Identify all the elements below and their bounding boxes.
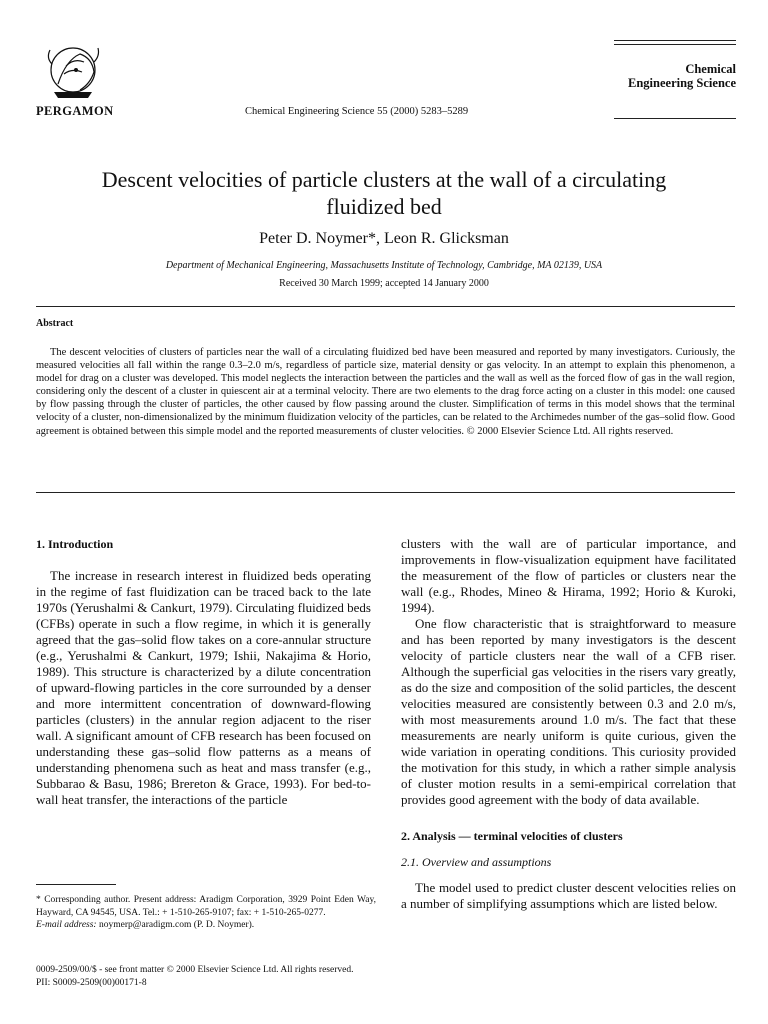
left-column bbox=[36, 536, 371, 808]
article-title bbox=[40, 166, 728, 220]
body-paragraph: One flow characteristic that is straightforward to measure and has been reported by many investigators is the descent velocity of particle clusters near the wall of a CFB riser. Although the superficial gas velocities in the risers vary greatly, as do the size and composition of the solid particles, the descent velocities measured are consistently between 0.3 and 2.0 m/s, with most measurements around 1.0 m/s. The fact that these measurements are nearly uniform is quite curious, given the wide variation in operating conditions. This curiosity provided the motivation for this study, in which a rather simple analysis of cluster motion results in a semi-empirical correlation that provides good agreement with the body of data available. bbox=[401, 616, 736, 807]
received-date: Received 30 March 1999; accepted 14 January 2000 bbox=[279, 278, 489, 289]
divider bbox=[36, 492, 735, 493]
publisher-name: PERGAMON bbox=[36, 104, 114, 118]
article-title-line1: Descent velocities of particle clusters at the wall of a circulating bbox=[101, 167, 667, 192]
header-rule bbox=[614, 40, 736, 41]
header-rule bbox=[614, 118, 736, 119]
footnote bbox=[36, 894, 376, 932]
journal-name-line1: Chemical bbox=[685, 62, 736, 76]
affiliation: Department of Mechanical Engineering, Massachusetts Institute of Technology, Cambridge, MA 02139, USA bbox=[165, 260, 603, 271]
abstract-text: The descent velocities of clusters of particles near the wall of a circulating fluidized bed have been measured and reported by many investigators. Curiously, the measured velocities all fall within the range 0.3–2.0 m/s, regardless of particle size, material density or gas velocity. In an attempt to explain this phenomenon, a model for drag on a cluster was developed. This model neglects the interaction between the particles and the wall as well as the forced flow of gas in the wall region, considering only the descent of a cluster in quiescent air at a terminal velocity. There are two elements to the drag force acting on a cluster in this model: one caused by flow passing through the cluster of particles, the other caused by flow passing around the cluster. Simplification of terms in this model shows that the terminal velocity of a cluster, non-dimensionalized by the minimum fluidization velocity of the particles, can be related to the Archimedes number of the gas–solid flow. Good agreement is obtained between this simple model and the reported measurements of cluster velocities. © 2000 Elsevier Science Ltd. All rights reserved. bbox=[36, 347, 735, 437]
issn-block bbox=[36, 964, 353, 990]
body-paragraph: clusters with the wall are of particular importance, and improvements in flow-visualization equipment have facilitated the measurement of the flow of particles or clusters near the wall (e.g., Rhodes, Mineo & Hirama, 1992; Horio & Kuroki, 1994). bbox=[401, 536, 736, 615]
authors: Peter D. Noymer*, Leon R. Glicksman bbox=[259, 230, 509, 247]
section-1-heading: 1. Introduction bbox=[36, 537, 114, 551]
journal-name bbox=[614, 62, 736, 90]
publisher-logo bbox=[36, 40, 110, 102]
section-2-heading: 2. Analysis — terminal velocities of clusters bbox=[401, 829, 623, 843]
header-rule bbox=[614, 44, 736, 45]
subsection-2-1-heading: 2.1. Overview and assumptions bbox=[401, 855, 552, 869]
article-title-line2: fluidized bed bbox=[326, 194, 442, 219]
section-1-paragraph: The increase in research interest in fluidized beds operating in the regime of fast fluidization can be traced back to the late 1970s (Yerushalmi & Cankurt, 1979). Circulating fluidized beds (CFBs) operate in such a flow regime, in which it is generally agreed that the gas–solid flow takes on a core-annular structure (e.g., Yerushalmi & Cankurt, 1979; Ishii, Nakajima & Horio, 1989). This structure is characterized by a dilute concentration of upward-flowing particles in the core surrounded by a denser and more intermittent concentration of downward-flowing particles (clusters) in the annular region adjacent to the riser wall. A significant amount of CFB research has been focused on understanding these gas–solid flow patterns as a means of understanding phenomena such as heat and mass transfer (e.g., Subbarao & Basu, 1986; Brereton & Grace, 1993). For bed-to-wall heat transfer, the interactions of the particle bbox=[36, 568, 371, 807]
right-column bbox=[401, 536, 736, 912]
corresponding-author-note: * Corresponding author. Present address: Aradigm Corporation, 3929 Point Eden Way, Hayward, CA 94545, USA. Tel.: + 1-510-265-9107; fax: + 1-510-265-0277. bbox=[36, 895, 376, 918]
body-paragraph: The model used to predict cluster descent velocities relies on a number of simplifying assumptions which are listed below. bbox=[401, 880, 736, 911]
journal-citation: Chemical Engineering Science 55 (2000) 5283–5289 bbox=[245, 106, 469, 117]
abstract-heading: Abstract bbox=[36, 318, 74, 329]
journal-name-line2: Engineering Science bbox=[628, 76, 736, 90]
email-label: E-mail address: bbox=[36, 920, 97, 930]
pii-line: PII: S0009-2509(00)00171-8 bbox=[36, 978, 147, 988]
divider bbox=[36, 306, 735, 307]
front-matter-line: 0009-2509/00/$ - see front matter © 2000 Elsevier Science Ltd. All rights reserved. bbox=[36, 965, 354, 975]
footnote-rule bbox=[36, 884, 116, 885]
email-address: noymerp@aradigm.com (P. D. Noymer). bbox=[98, 920, 255, 930]
